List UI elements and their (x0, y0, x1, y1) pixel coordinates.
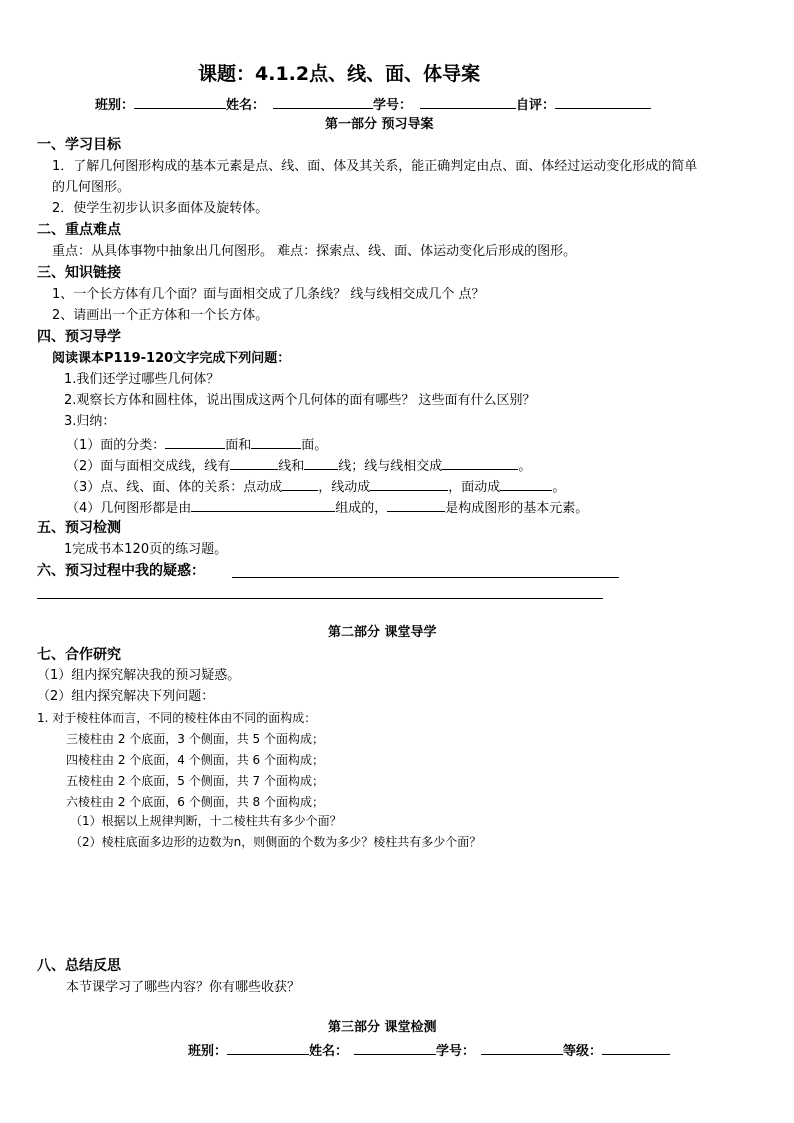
summary-text: 是构成图形的基本元素。 (445, 501, 589, 516)
name-field[interactable] (273, 96, 373, 109)
prism-row: 三棱柱由 2 个底面，3 个侧面，共 5 个面构成； (66, 732, 324, 746)
class-field[interactable] (134, 96, 226, 109)
summary-text: （2）面与面相交成线，线有 (66, 459, 231, 474)
student-info-row (95, 96, 651, 114)
objective-item: 2．使学生初步认识多面体及旋转体。 (52, 201, 269, 216)
link-question: 1、一个长方体有几个面？面与面相交成了几条线？ 线与线相交成几个 点？ (52, 287, 485, 302)
number-field[interactable] (481, 1042, 563, 1055)
section-heading: 七、合作研究 (37, 647, 121, 663)
prism-row: 五棱柱由 2 个底面，5 个侧面，共 7 个面构成； (66, 774, 324, 788)
part2-title: 第二部分 课堂导学 (328, 625, 437, 640)
section-heading: 八、总结反思 (37, 958, 121, 974)
blank-field[interactable] (282, 478, 318, 491)
doubts-answer-line[interactable] (232, 577, 619, 578)
class-field[interactable] (227, 1042, 309, 1055)
summary-text: 面和 (225, 438, 252, 453)
blank-field[interactable] (251, 436, 301, 449)
summary-text: ，面动成 (448, 480, 501, 495)
blank-field[interactable] (230, 457, 278, 470)
check-item: 1完成书本120页的练习题。 (64, 542, 228, 557)
research-item: （2）组内探究解决下列问题： (37, 689, 215, 704)
grade-field[interactable] (602, 1042, 670, 1055)
section-heading: 三、知识链接 (37, 265, 121, 281)
prism-subquestion: （1）根据以上规律判断，十二棱柱共有多少个面？ (70, 814, 342, 828)
preview-question: 3.归纳： (64, 414, 116, 429)
research-item: （1）组内探究解决我的预习疑惑。 (37, 668, 241, 683)
prism-question: 1. 对于棱柱体而言，不同的棱柱体由不同的面构成： (37, 711, 317, 725)
summary-text: 线；线与线相交成 (338, 459, 443, 474)
document-title: 课题：4.1.2点、线、面、体导案 (198, 63, 481, 85)
section-heading: 四、预习导学 (37, 329, 121, 345)
objective-item-cont: 的几何图形。 (52, 180, 131, 195)
blank-field[interactable] (304, 457, 338, 470)
summary-line-1 (66, 436, 327, 454)
preview-question: 1.我们还学过哪些几何体？ (64, 372, 220, 387)
summary-text: 线和 (278, 459, 305, 474)
summary-line-3 (66, 478, 565, 496)
prism-row: 四棱柱由 2 个底面，4 个侧面，共 6 个面构成； (66, 753, 324, 767)
link-question: 2、请画出一个正方体和一个长方体。 (52, 308, 269, 323)
eval-label: 自评： (516, 98, 556, 113)
summary-line-4 (66, 499, 588, 517)
grade-label: 等级： (563, 1044, 603, 1059)
section-heading: 二、重点难点 (37, 222, 121, 238)
part1-title: 第一部分 预习导案 (325, 117, 434, 132)
section-heading: 一、学习目标 (37, 137, 121, 153)
summary-text: 。 (552, 480, 566, 495)
doubts-answer-line[interactable] (37, 598, 603, 599)
eval-field[interactable] (555, 96, 651, 109)
summary-line-2 (66, 457, 531, 475)
number-label: 学号： (436, 1044, 476, 1059)
reflection-prompt: 本节课学习了哪些内容？你有哪些收获？ (66, 980, 301, 995)
class-label: 班别： (188, 1044, 228, 1059)
summary-text: ，线动成 (318, 480, 371, 495)
summary-text: （3）点、线、面、体的关系：点动成 (66, 480, 283, 495)
name-label: 姓名： (309, 1044, 349, 1059)
blank-field[interactable] (370, 478, 448, 491)
summary-text: 组成的， (335, 501, 388, 516)
objective-item: 1．了解几何图形构成的基本元素是点、线、面、体及其关系，能正确判定由点、面、体经过运动变化形成的简单 (52, 159, 698, 174)
blank-field[interactable] (442, 457, 518, 470)
name-field[interactable] (354, 1042, 436, 1055)
number-field[interactable] (420, 96, 516, 109)
prism-row: 六棱柱由 2 个底面，6 个侧面，共 8 个面构成； (66, 795, 324, 809)
summary-text: 。 (518, 459, 532, 474)
blank-field[interactable] (387, 499, 445, 512)
summary-text: （1）面的分类： (66, 438, 166, 453)
class-label: 班别： (95, 98, 135, 113)
blank-field[interactable] (500, 478, 552, 491)
summary-text: 面。 (301, 438, 328, 453)
number-label: 学号： (373, 98, 413, 113)
reading-instruction: 阅读课本P119-120文字完成下列问题： (52, 351, 291, 366)
blank-field[interactable] (165, 436, 225, 449)
preview-question: 2.观察长方体和圆柱体，说出围成这两个几何体的面有哪些？ 这些面有什么区别？ (64, 393, 536, 408)
student-info-row-2 (188, 1042, 670, 1060)
key-points-text: 重点：从具体事物中抽象出几何图形。 难点：探索点、线、面、体运动变化后形成的图形。 (52, 244, 577, 259)
part3-title: 第三部分 课堂检测 (328, 1020, 437, 1035)
name-label: 姓名： (226, 98, 266, 113)
summary-text: （4）几何图形都是由 (66, 501, 192, 516)
section-heading: 五、预习检测 (37, 520, 121, 536)
section-heading: 六、预习过程中我的疑惑： (37, 563, 205, 579)
blank-field[interactable] (191, 499, 335, 512)
prism-subquestion: （2）棱柱底面多边形的边数为n，则侧面的个数为多少？棱柱共有多少个面？ (70, 835, 482, 849)
